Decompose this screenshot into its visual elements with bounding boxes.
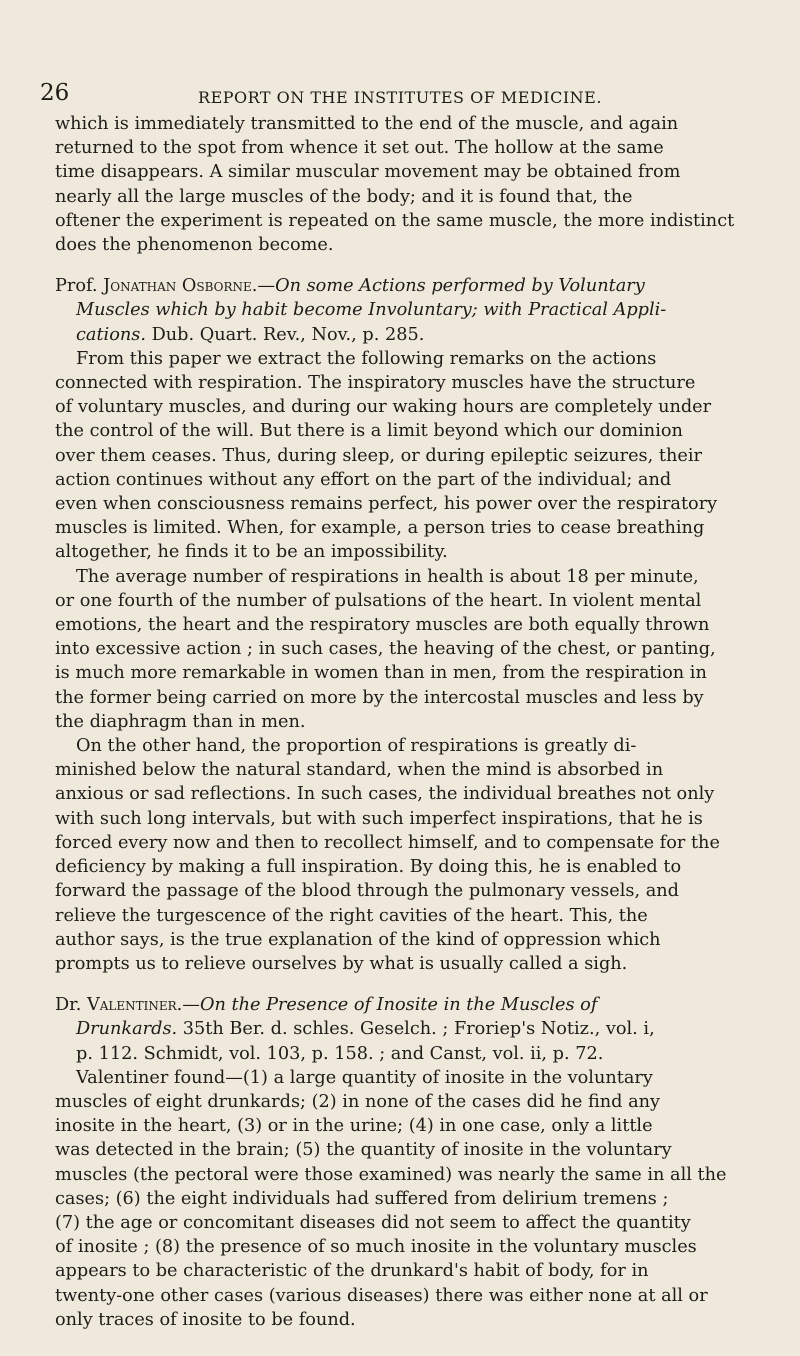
text-line: or one fourth of the number of pulsations of the heart. In violent mental [55, 590, 702, 611]
text-line: only traces of inosite to be found. [55, 1309, 356, 1330]
valentiner-paragraph [55, 1066, 757, 1332]
text-line: minished below the natural standard, when the mind is absorbed in [55, 760, 664, 781]
text-line: oftener the experiment is repeated on the same muscle, the more indistinct [55, 210, 735, 231]
citation-title: On some Actions performed by Voluntary [275, 276, 645, 297]
text-line: From this paper we extract the following remarks on the actions [76, 348, 657, 369]
text-line: is much more remarkable in women than in men, from the respiration in [55, 663, 707, 684]
section-gap [55, 976, 757, 993]
text-line: forward the passage of the blood through the pulmonary vessels, and [55, 881, 679, 902]
text-line: returned to the spot from whence it set out. The hollow at the same [55, 138, 664, 159]
text-line: does the phenomenon become. [55, 235, 334, 256]
running-title: REPORT ON THE INSTITUTES OF MEDICINE. [198, 88, 602, 107]
text-line: appears to be characteristic of the drunkard's habit of body, for in [55, 1261, 649, 1282]
text-line: time disappears. A similar muscular movement may be obtained from [55, 162, 681, 183]
citation-title: cations. [76, 324, 146, 345]
osborne-paragraphs [55, 347, 757, 976]
text-line: On the other hand, the proportion of respirations is greatly di- [76, 736, 637, 757]
citation-prefix: Prof. [55, 276, 104, 297]
paragraph-continued [55, 112, 757, 257]
text-line: inosite in the heart, (3) or in the urine; (4) in one case, only a little [55, 1116, 653, 1137]
text-line: twenty-one other cases (various diseases) there was either none at all or [55, 1285, 708, 1306]
text-line: Valentiner found—(1) a large quantity of inosite in the voluntary [76, 1067, 653, 1088]
citation-dash: .— [251, 276, 276, 297]
citation-dash: .— [176, 995, 200, 1016]
text-line: even when consciousness remains perfect, his power over the respiratory [55, 494, 718, 515]
paragraph [55, 565, 757, 734]
citation-source: Dub. Quart. Rev., Nov., p. 285. [145, 324, 425, 345]
text-line: The average number of respirations in health is about 18 per minute, [76, 566, 699, 587]
text-line: with such long intervals, but with such imperfect inspirations, that he is [55, 808, 703, 829]
text-line: altogether, he finds it to be an impossibility. [55, 542, 448, 563]
valentiner-citation [55, 993, 757, 1066]
paragraph [55, 347, 757, 565]
text-line: anxious or sad reflections. In such cases, the individual breathes not only [55, 784, 715, 805]
text-line: prompts us to relieve ourselves by what is usually called a sigh. [55, 953, 628, 974]
text-line: muscles (the pectoral were those examined) was nearly the same in all the [55, 1164, 727, 1185]
text-line: the control of the will. But there is a limit beyond which our dominion [55, 421, 683, 442]
text-line: which is immediately transmitted to the end of the muscle, and again [55, 114, 679, 134]
citation-prefix: Dr. [55, 995, 87, 1016]
text-line: over them ceases. Thus, during sleep, or during epileptic seizures, their [55, 445, 702, 466]
text-line: action continues without any effort on the part of the individual; and [55, 469, 672, 490]
text-line: muscles is limited. When, for example, a person tries to cease breathing [55, 518, 705, 539]
page-body [55, 112, 757, 1332]
text-line: was detected in the brain; (5) the quantity of inosite in the voluntary [55, 1140, 672, 1161]
text-line: (7) the age or concomitant diseases did not seem to affect the quantity [55, 1212, 691, 1233]
text-line: forced every now and then to recollect himself, and to compensate for the [55, 832, 720, 853]
text-line: cases; (6) the eight individuals had suffered from delirium tremens ; [55, 1188, 669, 1209]
citation-author: Jonathan Osborne [103, 276, 252, 297]
text-line: relieve the turgescence of the right cavities of the heart. This, the [55, 905, 648, 926]
text-line: nearly all the large muscles of the body; and it is found that, the [55, 186, 633, 207]
osborne-citation [55, 274, 757, 347]
page-number: 26 [40, 80, 70, 106]
citation-title: Drunkards. [76, 1019, 178, 1040]
text-line: into excessive action ; in such cases, the heaving of the chest, or panting, [55, 639, 716, 660]
section-gap [55, 257, 757, 274]
citation-title: On the Presence of Inosite in the Muscles of [199, 995, 598, 1016]
text-line: muscles of eight drunkards; (2) in none of the cases did he find any [55, 1091, 661, 1112]
citation-title: Muscles which by habit become Involuntary; with Practical Appli- [76, 300, 667, 321]
text-line: connected with respiration. The inspiratory muscles have the structure [55, 373, 696, 394]
text-line: emotions, the heart and the respiratory muscles are both equally thrown [55, 615, 710, 636]
citation-source: 35th Ber. d. schles. Geselch. ; Froriep's Notiz., vol. i, [177, 1019, 655, 1040]
text-line: of inosite ; (8) the presence of so much inosite in the voluntary muscles [55, 1237, 697, 1258]
citation-source: p. 112. Schmidt, vol. 103, p. 158. ; and Canst, vol. ii, p. 72. [76, 1043, 604, 1064]
text-line: author says, is the true explanation of the kind of oppression which [55, 929, 661, 950]
text-line: the former being carried on more by the intercostal muscles and less by [55, 687, 704, 708]
text-line: of voluntary muscles, and during our waking hours are completely under [55, 397, 712, 418]
text-line: the diaphragm than in men. [55, 711, 306, 732]
text-line: deficiency by making a full inspiration. By doing this, he is enabled to [55, 857, 682, 878]
citation-author: Valentiner [86, 995, 177, 1016]
paragraph [55, 734, 757, 976]
